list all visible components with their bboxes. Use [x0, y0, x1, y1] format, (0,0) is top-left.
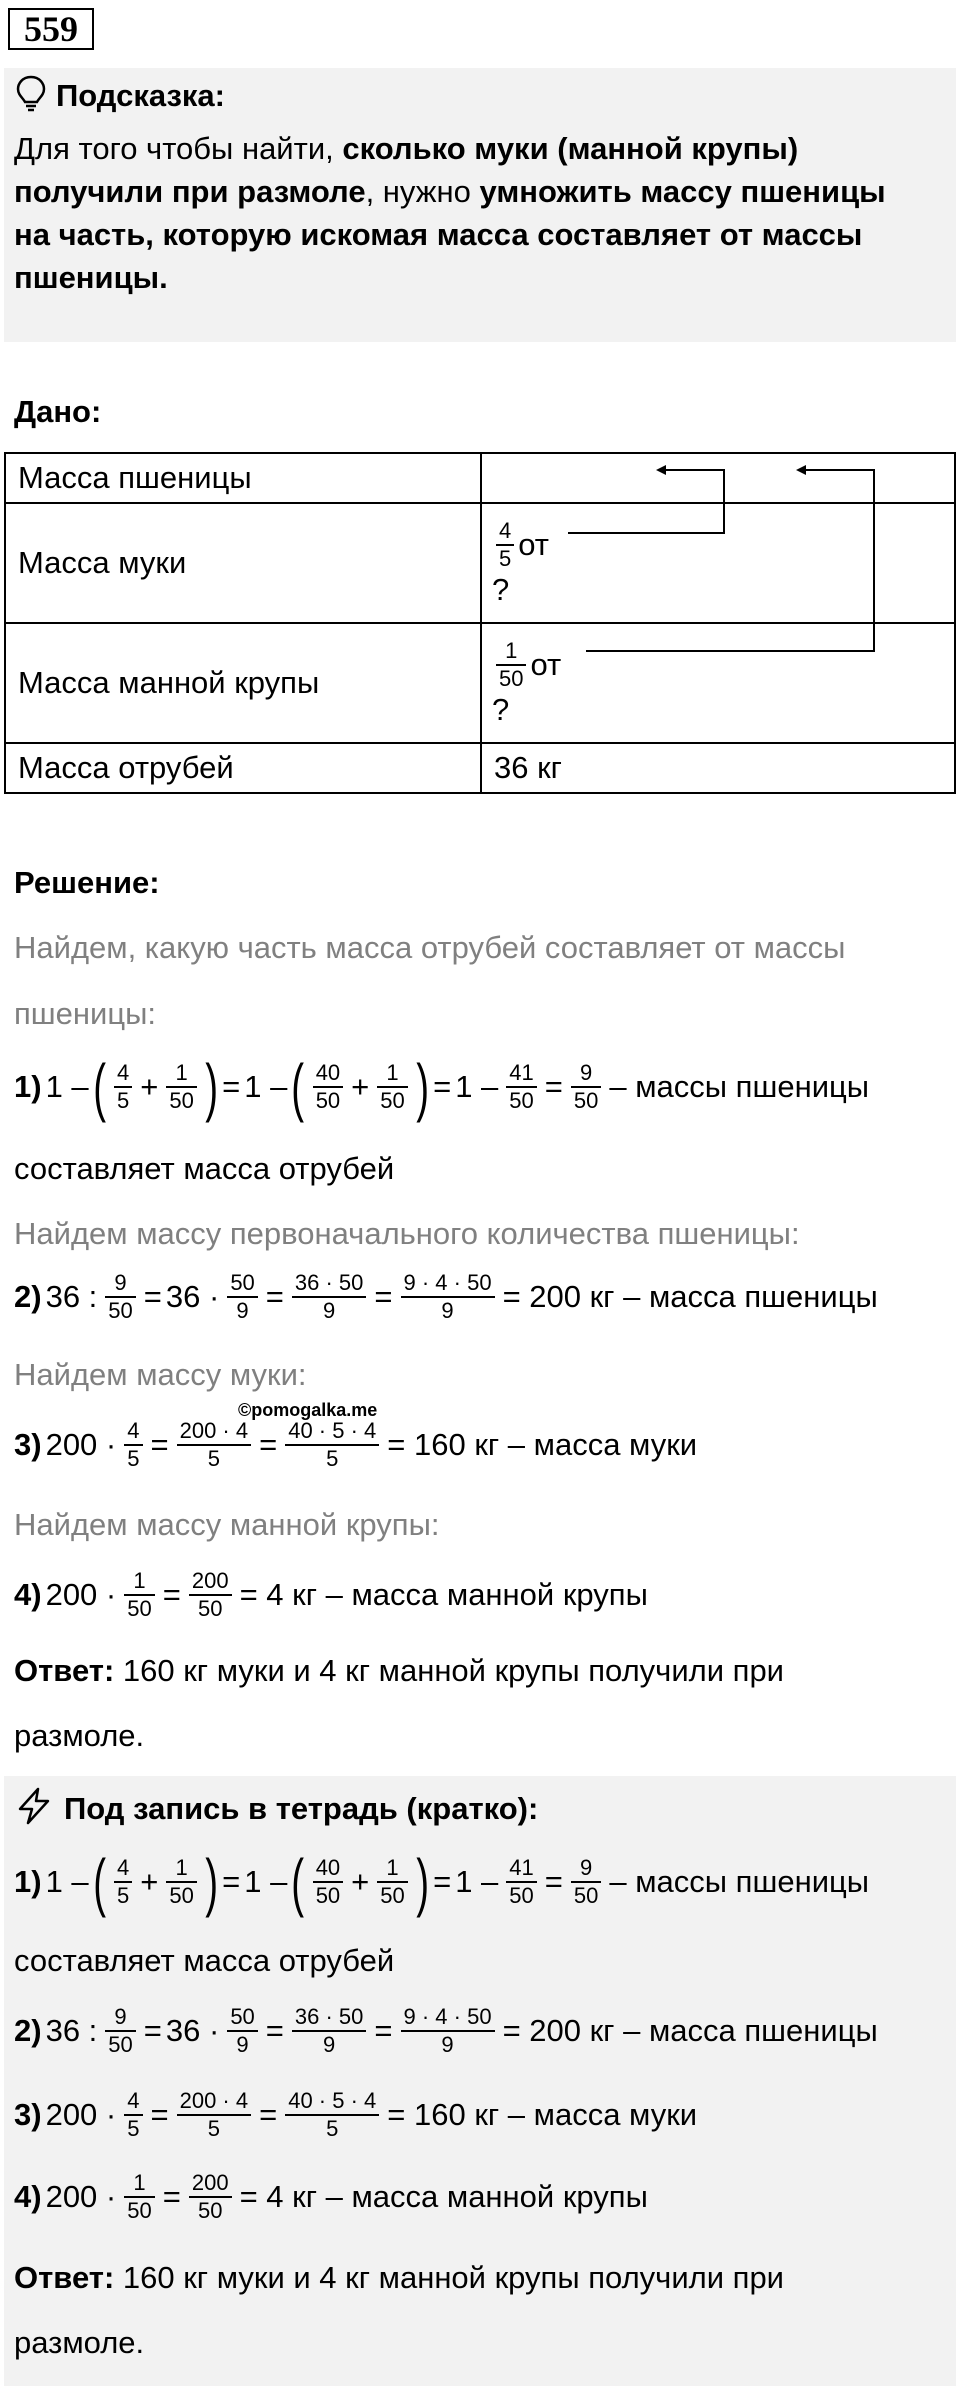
fraction: $\frac{1}{50}$ [496, 638, 526, 692]
given-value: 36 кг [481, 743, 955, 793]
watermark: ©pomogalka.me [238, 1400, 378, 1420]
problem-number: 559 [8, 8, 94, 50]
notebook-step-3: 3) 200 · $\frac{4}{5}$ = $\frac{200 \cdot 4}{5}$ = $\frac{40 \cdot 5 \cdot 4}{5}$ = 160 кг – масса муки [14, 2088, 698, 2141]
notebook-step-1: 1) 1 – ( $\frac{4}{5}$ + $\frac{1}{50}$ ) = 1 – ( $\frac{40}{50}$ + $\frac{1}{50}$ ) = 1 – $\frac{41}{50}$ = $\frac{9}{50}$ – массы пшеницы [14, 1846, 870, 1918]
step-1: 1) 1 – ( $\frac{4}{5}$ + $\frac{1}{50}$ ) = 1 – ( $\frac{40}{50}$ + $\frac{1}{50}$ ) = 1 – $\frac{41}{50}$ = $\frac{9}{50}$ – массы пшеницы [14, 1051, 870, 1123]
fraction: $\frac{4}{5}$ [496, 518, 514, 572]
notebook-step-4: 4) 200 · $\frac{1}{50}$ = $\frac{200}{50}$ = 4 кг – масса манной крупы [14, 2170, 648, 2223]
solution-intro-2: пшеницы: [14, 996, 156, 1031]
step-3: 3) 200 · $\frac{4}{5}$ = $\frac{200 \cdot 4}{5}$ = $\frac{40 \cdot 5 \cdot 4}{5}$ = 160 кг – масса муки [14, 1418, 698, 1471]
of-label: от [530, 647, 562, 682]
step-4: 4) 200 · $\frac{1}{50}$ = $\frac{200}{50}$ = 4 кг – масса манной крупы [14, 1568, 648, 1621]
step-4-intro: Найдем массу манной крупы: [14, 1507, 440, 1542]
lightning-icon [14, 1786, 54, 1831]
given-label: Масса манной крупы [5, 623, 481, 743]
notebook-answer: Ответ: 160 кг муки и 4 кг манной крупы получили при [14, 2260, 785, 2295]
step-3-intro: Найдем массу муки: [14, 1357, 307, 1392]
hint-line-3: на часть, которую искомая масса составляет от массы [14, 217, 863, 252]
notebook-step-2: 2) 36 : $\frac{9}{50}$ = 36 · $\frac{50}{9}$ = $\frac{36 \cdot 50}{9}$ = $\frac{9 \cdot 4 \cdot 50}{9}$ = 200 кг – масса пшеницы [14, 2004, 878, 2057]
hint-line-1: Для того чтобы найти, сколько муки (манной крупы) [14, 131, 799, 166]
of-label: от [518, 527, 550, 562]
hint-line-4: пшеницы. [14, 260, 168, 295]
hint-line-2: получили при размоле, нужно умножить массу пшеницы [14, 174, 886, 209]
answer: Ответ: 160 кг муки и 4 кг манной крупы получили при [14, 1653, 785, 1688]
notebook-header [14, 1786, 538, 1831]
arrow-semolina [586, 470, 874, 651]
notebook-answer-continuation: размоле. [14, 2325, 145, 2360]
solution-intro-1: Найдем, какую часть масса отрубей составляет от массы [14, 930, 846, 965]
step-2: 2) 36 : $\frac{9}{50}$ = 36 · $\frac{50}{9}$ = $\frac{36 \cdot 50}{9}$ = $\frac{9 \cdot 4 \cdot 50}{9}$ = 200 кг – масса пшеницы [14, 1270, 878, 1323]
arrowhead-semolina [796, 465, 806, 475]
given-label: Масса отрубей [5, 743, 481, 793]
given-title: Дано: [14, 394, 102, 429]
answer-continuation: размоле. [14, 1718, 145, 1753]
given-label: Масса муки [5, 503, 481, 623]
given-label: Масса пшеницы [5, 453, 481, 503]
arrowhead-flour [656, 465, 666, 475]
unknown-mark: ? [492, 572, 510, 607]
step-2-intro: Найдем массу первоначального количества пшеницы: [14, 1216, 800, 1251]
hint-title: Подсказка: [56, 77, 225, 113]
arrow-flour [568, 470, 724, 533]
arrows-diagram [0, 0, 960, 700]
step-1-continuation: составляет масса отрубей [14, 1151, 395, 1186]
table-row [5, 743, 955, 793]
solution-title: Решение: [14, 865, 160, 900]
notebook-step-1-continuation: составляет масса отрубей [14, 1943, 395, 1978]
unknown-mark: ? [492, 692, 510, 727]
notebook-title: Под запись в тетрадь (кратко): [64, 1790, 539, 1826]
